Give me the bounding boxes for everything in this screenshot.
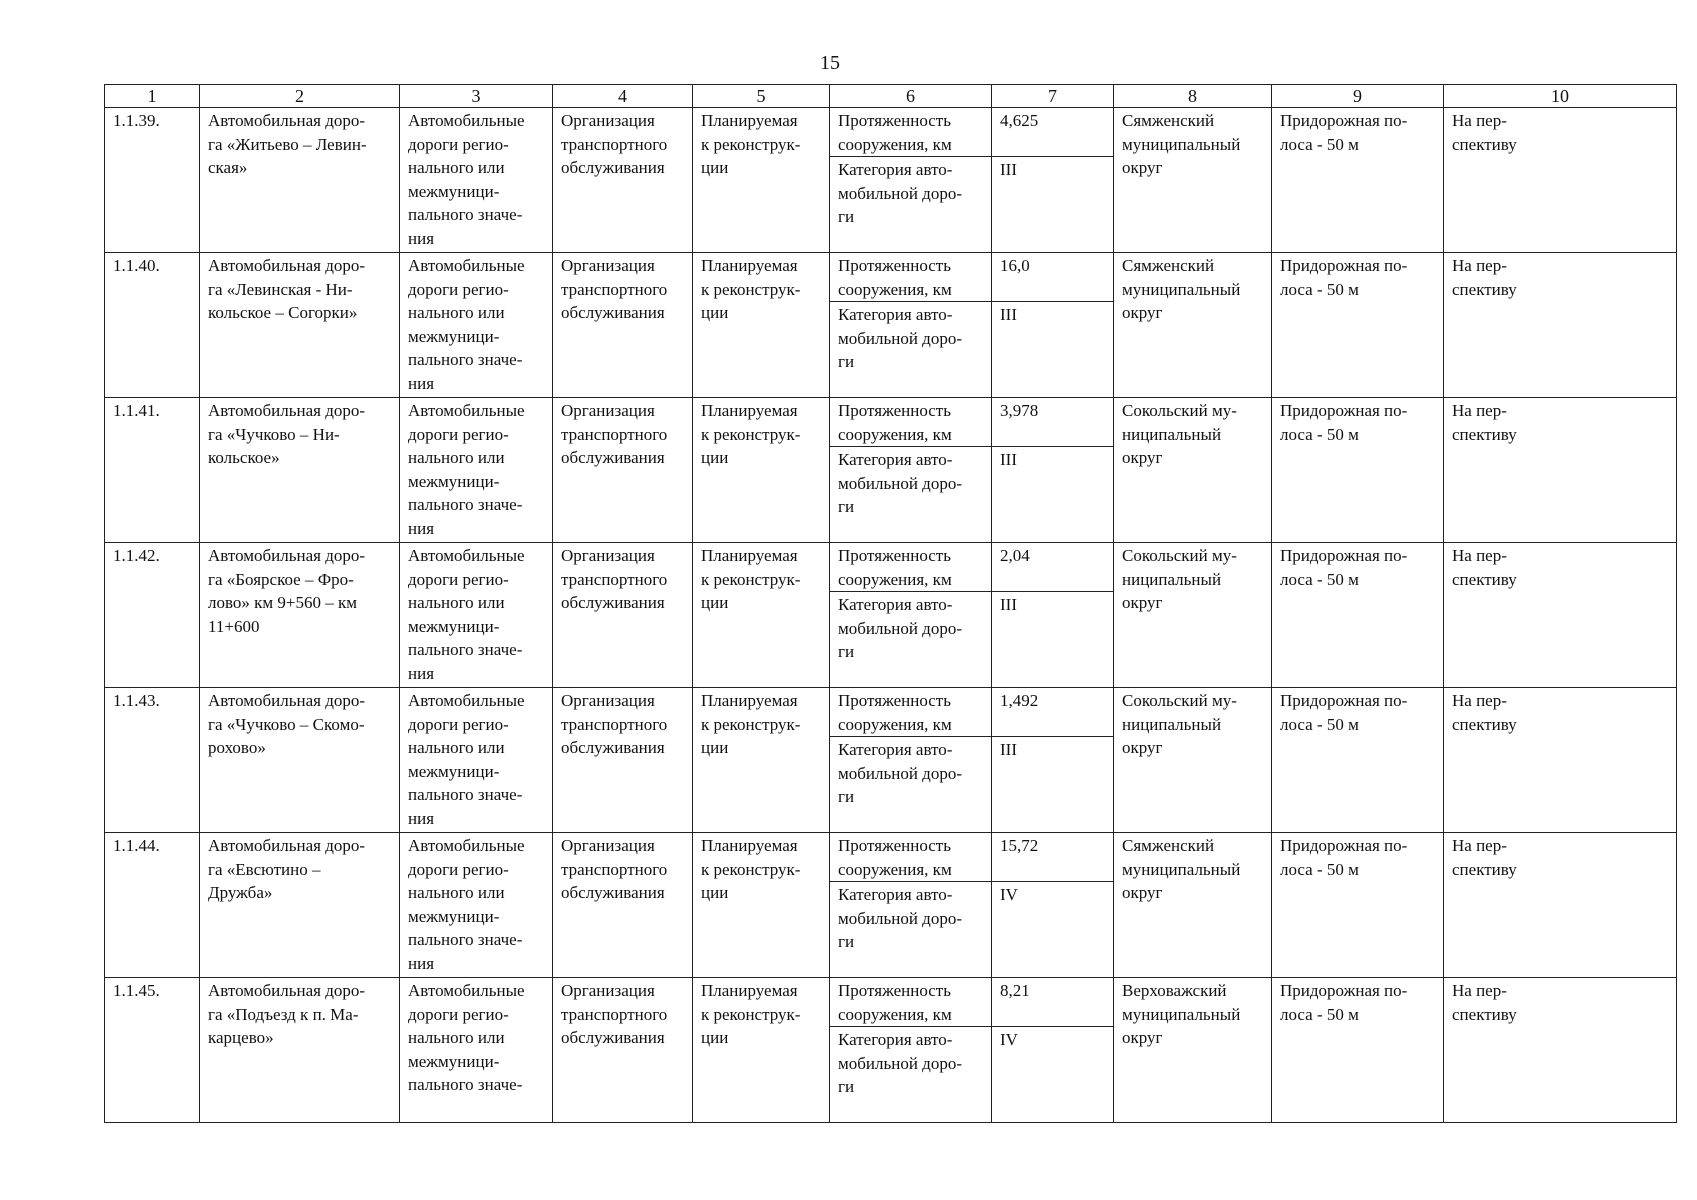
cell-value-text: IV	[1000, 1030, 1018, 1049]
cell-parameter	[830, 398, 992, 447]
cell-purpose-text: Организация транспортного обслуживания	[561, 546, 668, 612]
cell-value-text: III	[1000, 740, 1017, 759]
cell-value	[992, 978, 1114, 1027]
cell-value-text: 8,21	[1000, 981, 1030, 1000]
cell-zone	[1272, 543, 1444, 688]
cell-value-text: 2,04	[1000, 546, 1030, 565]
table-row	[105, 398, 1677, 447]
cell-value	[992, 882, 1114, 978]
cell-location-text: Сямженский муниципальный округ	[1122, 256, 1241, 322]
table-row	[105, 108, 1677, 157]
cell-status	[693, 543, 830, 688]
cell-parameter	[830, 737, 992, 833]
cell-parameter-text: Категория авто- мобильной доро- ги	[838, 885, 962, 951]
cell-purpose-text: Организация транспортного обслуживания	[561, 111, 668, 177]
cell-type	[400, 398, 553, 543]
cell-parameter-text: Протяженность сооружения, км	[838, 981, 952, 1024]
cell-location	[1114, 398, 1272, 543]
cell-location-text: Сямженский муниципальный округ	[1122, 111, 1241, 177]
column-number: 8	[1114, 85, 1272, 108]
objects-table	[104, 84, 1677, 1123]
cell-purpose	[553, 978, 693, 1123]
cell-number	[105, 253, 200, 398]
cell-number	[105, 398, 200, 543]
cell-purpose	[553, 543, 693, 688]
cell-purpose-text: Организация транспортного обслуживания	[561, 256, 668, 322]
cell-purpose-text: Организация транспортного обслуживания	[561, 836, 668, 902]
cell-type	[400, 688, 553, 833]
cell-type-text: Автомобильные дороги регио- нального или межмуници- пального значе- ния	[408, 836, 525, 973]
cell-zone	[1272, 978, 1444, 1123]
cell-name	[200, 833, 400, 978]
cell-period	[1444, 253, 1677, 398]
cell-value-text: 3,978	[1000, 401, 1039, 420]
cell-parameter	[830, 108, 992, 157]
cell-name	[200, 688, 400, 833]
cell-value	[992, 302, 1114, 398]
cell-parameter-text: Категория авто- мобильной доро- ги	[838, 1030, 962, 1096]
table-row	[105, 688, 1677, 737]
column-number: 3	[400, 85, 553, 108]
cell-purpose-text: Организация транспортного обслуживания	[561, 691, 668, 757]
cell-parameter-text: Протяженность сооружения, км	[838, 836, 952, 879]
cell-parameter	[830, 157, 992, 253]
cell-parameter-text: Категория авто- мобильной доро- ги	[838, 740, 962, 806]
cell-value	[992, 398, 1114, 447]
cell-period-text: На пер- спективу	[1452, 111, 1517, 154]
cell-value	[992, 592, 1114, 688]
cell-parameter-text: Протяженность сооружения, км	[838, 401, 952, 444]
cell-name	[200, 543, 400, 688]
cell-parameter-text: Протяженность сооружения, км	[838, 546, 952, 589]
cell-zone-text: Придорожная по- лоса - 50 м	[1280, 401, 1408, 444]
cell-zone-text: Придорожная по- лоса - 50 м	[1280, 981, 1408, 1024]
cell-purpose	[553, 108, 693, 253]
cell-name	[200, 398, 400, 543]
cell-status-text: Планируемая к реконструк- ции	[701, 691, 801, 757]
cell-purpose	[553, 833, 693, 978]
cell-period-text: На пер- спективу	[1452, 546, 1517, 589]
cell-parameter	[830, 592, 992, 688]
cell-zone	[1272, 253, 1444, 398]
cell-value-text: 15,72	[1000, 836, 1039, 855]
cell-period	[1444, 543, 1677, 688]
cell-type	[400, 253, 553, 398]
cell-parameter-text: Протяженность сооружения, км	[838, 256, 952, 299]
cell-value	[992, 447, 1114, 543]
cell-type-text: Автомобильные дороги регио- нального или межмуници- пального значе- ния	[408, 546, 525, 683]
cell-status	[693, 688, 830, 833]
column-number: 9	[1272, 85, 1444, 108]
cell-number-text: 1.1.41.	[113, 401, 160, 420]
column-number: 10	[1444, 85, 1677, 108]
cell-number-text: 1.1.39.	[113, 111, 160, 130]
cell-parameter-text: Категория авто- мобильной доро- ги	[838, 595, 962, 661]
cell-period-text: На пер- спективу	[1452, 256, 1517, 299]
column-number: 7	[992, 85, 1114, 108]
cell-value	[992, 157, 1114, 253]
cell-period-text: На пер- спективу	[1452, 836, 1517, 879]
cell-value-text: IV	[1000, 885, 1018, 904]
cell-location-text: Сокольский му- ниципальный округ	[1122, 546, 1237, 612]
cell-period-text: На пер- спективу	[1452, 981, 1517, 1024]
cell-period	[1444, 398, 1677, 543]
cell-type	[400, 108, 553, 253]
cell-value	[992, 1027, 1114, 1123]
cell-type-text: Автомобильные дороги регио- нального или межмуници- пального значе- ния	[408, 401, 525, 538]
cell-type	[400, 978, 553, 1123]
cell-status	[693, 398, 830, 543]
table-row	[105, 833, 1677, 882]
cell-location	[1114, 833, 1272, 978]
cell-parameter-text: Протяженность сооружения, км	[838, 111, 952, 154]
column-number: 1	[105, 85, 200, 108]
cell-value	[992, 688, 1114, 737]
cell-value	[992, 108, 1114, 157]
cell-parameter-text: Протяженность сооружения, км	[838, 691, 952, 734]
cell-zone	[1272, 833, 1444, 978]
cell-location-text: Сямженский муниципальный округ	[1122, 836, 1241, 902]
cell-value-text: III	[1000, 450, 1017, 469]
cell-number-text: 1.1.40.	[113, 256, 160, 275]
cell-location	[1114, 253, 1272, 398]
cell-period	[1444, 978, 1677, 1123]
cell-location	[1114, 543, 1272, 688]
cell-number	[105, 688, 200, 833]
cell-name	[200, 253, 400, 398]
cell-period	[1444, 108, 1677, 253]
cell-value	[992, 543, 1114, 592]
cell-zone-text: Придорожная по- лоса - 50 м	[1280, 691, 1408, 734]
column-number: 4	[553, 85, 693, 108]
cell-zone-text: Придорожная по- лоса - 50 м	[1280, 111, 1408, 154]
cell-status-text: Планируемая к реконструк- ции	[701, 546, 801, 612]
table-row	[105, 543, 1677, 592]
cell-status-text: Планируемая к реконструк- ции	[701, 981, 801, 1047]
cell-value-text: 1,492	[1000, 691, 1039, 710]
cell-period-text: На пер- спективу	[1452, 401, 1517, 444]
cell-status	[693, 253, 830, 398]
cell-purpose-text: Организация транспортного обслуживания	[561, 981, 668, 1047]
cell-parameter	[830, 253, 992, 302]
cell-number	[105, 108, 200, 253]
cell-purpose	[553, 253, 693, 398]
cell-zone-text: Придорожная по- лоса - 50 м	[1280, 546, 1408, 589]
cell-parameter	[830, 882, 992, 978]
cell-name-text: Автомобильная доро- га «Левинская - Ни- кольское – Согорки»	[208, 256, 366, 322]
cell-value-text: 4,625	[1000, 111, 1039, 130]
cell-name-text: Автомобильная доро- га «Евсютино – Дружба»	[208, 836, 366, 902]
cell-value-text: III	[1000, 160, 1017, 179]
cell-location-text: Сокольский му- ниципальный округ	[1122, 401, 1237, 467]
cell-zone-text: Придорожная по- лоса - 50 м	[1280, 836, 1408, 879]
cell-purpose-text: Организация транспортного обслуживания	[561, 401, 668, 467]
cell-number-text: 1.1.44.	[113, 836, 160, 855]
cell-status	[693, 108, 830, 253]
column-number: 2	[200, 85, 400, 108]
cell-parameter-text: Категория авто- мобильной доро- ги	[838, 160, 962, 226]
cell-parameter	[830, 543, 992, 592]
cell-type	[400, 543, 553, 688]
cell-parameter	[830, 688, 992, 737]
cell-number-text: 1.1.43.	[113, 691, 160, 710]
cell-zone	[1272, 398, 1444, 543]
cell-status-text: Планируемая к реконструк- ции	[701, 256, 801, 322]
cell-period	[1444, 833, 1677, 978]
cell-parameter	[830, 978, 992, 1027]
cell-value	[992, 737, 1114, 833]
cell-zone	[1272, 688, 1444, 833]
cell-type-text: Автомобильные дороги регио- нального или межмуници- пального значе- ния	[408, 691, 525, 828]
cell-zone	[1272, 108, 1444, 253]
cell-number	[105, 833, 200, 978]
cell-parameter	[830, 447, 992, 543]
column-number: 6	[830, 85, 992, 108]
column-number-row	[105, 85, 1677, 108]
cell-parameter-text: Категория авто- мобильной доро- ги	[838, 450, 962, 516]
cell-parameter	[830, 833, 992, 882]
cell-name-text: Автомобильная доро- га «Подъезд к п. Ма- карцево»	[208, 981, 366, 1047]
cell-status	[693, 833, 830, 978]
cell-status-text: Планируемая к реконструк- ции	[701, 401, 801, 467]
cell-value-text: III	[1000, 595, 1017, 614]
cell-name-text: Автомобильная доро- га «Чучково – Ни- кольское»	[208, 401, 366, 467]
table-row	[105, 978, 1677, 1027]
cell-value	[992, 253, 1114, 302]
cell-location	[1114, 978, 1272, 1123]
cell-location-text: Сокольский му- ниципальный округ	[1122, 691, 1237, 757]
cell-number	[105, 978, 200, 1123]
cell-parameter	[830, 302, 992, 398]
cell-status-text: Планируемая к реконструк- ции	[701, 111, 801, 177]
cell-name-text: Автомобильная доро- га «Боярское – Фро- лово» км 9+560 – км 11+600	[208, 546, 366, 636]
cell-number-text: 1.1.45.	[113, 981, 160, 1000]
cell-purpose	[553, 688, 693, 833]
cell-number-text: 1.1.42.	[113, 546, 160, 565]
cell-status-text: Планируемая к реконструк- ции	[701, 836, 801, 902]
cell-location	[1114, 688, 1272, 833]
column-number: 5	[693, 85, 830, 108]
cell-type-text: Автомобильные дороги регио- нального или межмуници- пального значе- ния	[408, 256, 525, 393]
cell-status	[693, 978, 830, 1123]
page-number: 15	[820, 52, 840, 74]
cell-name-text: Автомобильная доро- га «Житьево – Левин- ская»	[208, 111, 367, 177]
cell-location-text: Верховажский муниципальный округ	[1122, 981, 1241, 1047]
cell-name	[200, 978, 400, 1123]
cell-name-text: Автомобильная доро- га «Чучково – Скомо- рохово»	[208, 691, 366, 757]
cell-type-text: Автомобильные дороги регио- нального или межмуници- пального значе-	[408, 981, 525, 1094]
cell-purpose	[553, 398, 693, 543]
cell-type-text: Автомобильные дороги регио- нального или межмуници- пального значе- ния	[408, 111, 525, 248]
cell-location	[1114, 108, 1272, 253]
cell-value-text: III	[1000, 305, 1017, 324]
cell-number	[105, 543, 200, 688]
cell-value	[992, 833, 1114, 882]
cell-period	[1444, 688, 1677, 833]
cell-value-text: 16,0	[1000, 256, 1030, 275]
cell-parameter-text: Категория авто- мобильной доро- ги	[838, 305, 962, 371]
cell-parameter	[830, 1027, 992, 1123]
cell-period-text: На пер- спективу	[1452, 691, 1517, 734]
table-row	[105, 253, 1677, 302]
cell-zone-text: Придорожная по- лоса - 50 м	[1280, 256, 1408, 299]
cell-type	[400, 833, 553, 978]
cell-name	[200, 108, 400, 253]
